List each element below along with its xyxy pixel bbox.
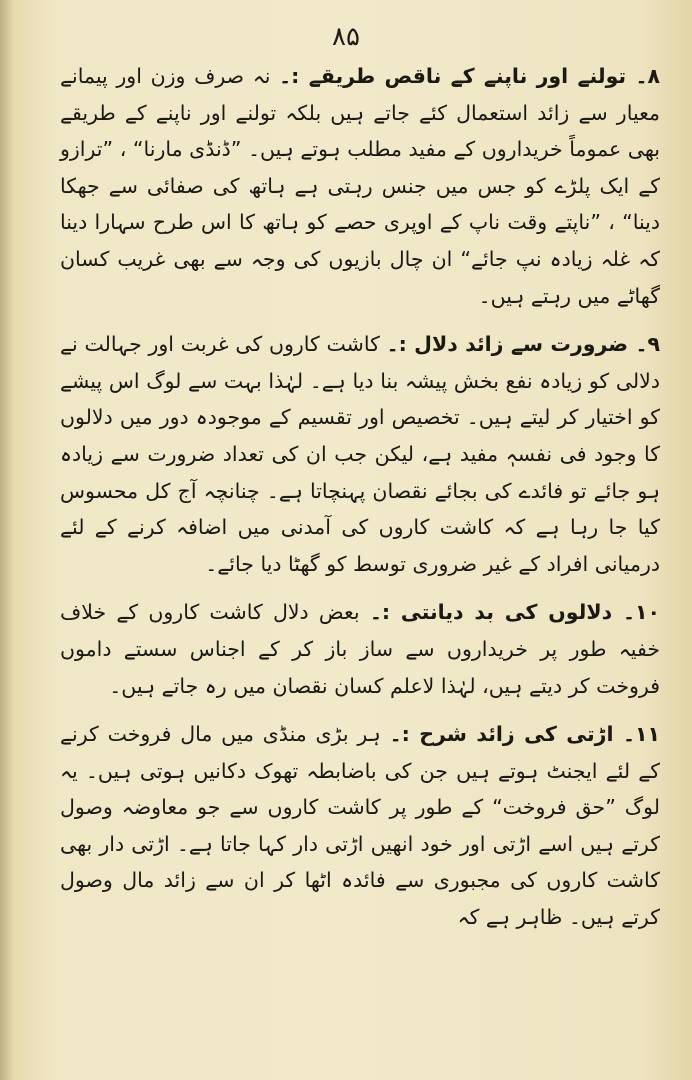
binding-shadow	[0, 0, 14, 1080]
paragraph-heading: ۱۱۔ اڑتی کی زائد شرح :۔	[389, 722, 660, 747]
paragraph-heading: ۹۔ ضرورت سے زائد دلال :۔	[386, 332, 660, 357]
paragraph-text: کاشت کاروں کی غربت اور جہالت نے دلالی کو زیادہ نفع بخش پیشہ بنا دیا ہے۔ لہٰذا بہت سے لوگ اس پیشے کو اختیار کر لیتے ہیں۔ تخصیص اور تقسیم کے موجودہ دور میں دلالوں کا وجود فی نفسہٖ مفید ہے، لیکن جب ان کی تعداد ضرورت سے زیادہ ہو جائے تو فائدے کی بجائے نقصان پہنچاتا ہے۔ چنانچہ آج کل محسوس کیا جا رہا ہے کہ کاشت کاروں کی آمدنی میں اضافہ کرنے کے لئے درمیانی افراد کے غیر ضروری توسط کو گھٹا دیا جائے۔	[60, 332, 660, 576]
paragraph-broker-dishonesty	[60, 594, 660, 704]
paragraph-text: ہر بڑی منڈی میں مال فروخت کرنے کے لئے ایجنٹ ہوتے ہیں جن کی باضابطہ تھوک دکانیں ہوتی ہیں۔ یہ لوگ ”حق فروخت“ کے طور پر کاشت کاروں سے جو معاوضہ وصول کرتے ہیں اسے اڑتی اور خود انھیں اڑتی دار کہا جاتا ہے۔ اڑتی دار بھی کاشت کاروں کی مجبوری سے فائدہ اٹھا کر ان سے زائد مال وصول کرتے ہیں۔ ظاہر ہے کہ	[60, 722, 660, 930]
paragraph-weights-measures	[60, 58, 660, 314]
paragraph-heading: ۱۰۔ دلالوں کی بد دیانتی :۔	[369, 600, 660, 625]
paragraph-heading: ۸۔ تولنے اور ناپنے کے ناقص طریقے :۔	[279, 64, 660, 88]
paragraph-text: بعض دلال کاشت کاروں کے خلاف خفیہ طور پر خریداروں سے ساز باز کر کے اجناس سستے داموں فروخت کر دیتے ہیں، لہٰذا لاعلم کسان نقصان میں رہ جاتے ہیں۔	[60, 600, 660, 698]
page-body	[60, 58, 660, 948]
paragraph-excess-brokers	[60, 326, 660, 582]
page-number: ۸۵	[332, 22, 360, 52]
paragraph-commission-rate	[60, 716, 660, 936]
paragraph-text: نہ صرف وزن اور پیمانے معیار سے زائد استعمال کئے جاتے ہیں بلکہ تولنے اور ناپنے کے طریقے بھی عموماً خریداروں کے مفید مطلب ہوتے ہیں۔ ”ڈنڈی مارنا“ ، ”ترازو کے ایک پلڑے کو جس میں جنس رہتی ہے ہاتھ کی صفائی سے جھکا دینا“ ، ”ناپتے وقت ناپ کے اوپری حصے کو ہاتھ کا اس طرح سہارا دینا کہ غلہ زیادہ نپ جائے“ ان چال بازیوں کی وجہ سے بھی غریب کسان گھاٹے میں رہتے ہیں۔	[60, 64, 660, 308]
